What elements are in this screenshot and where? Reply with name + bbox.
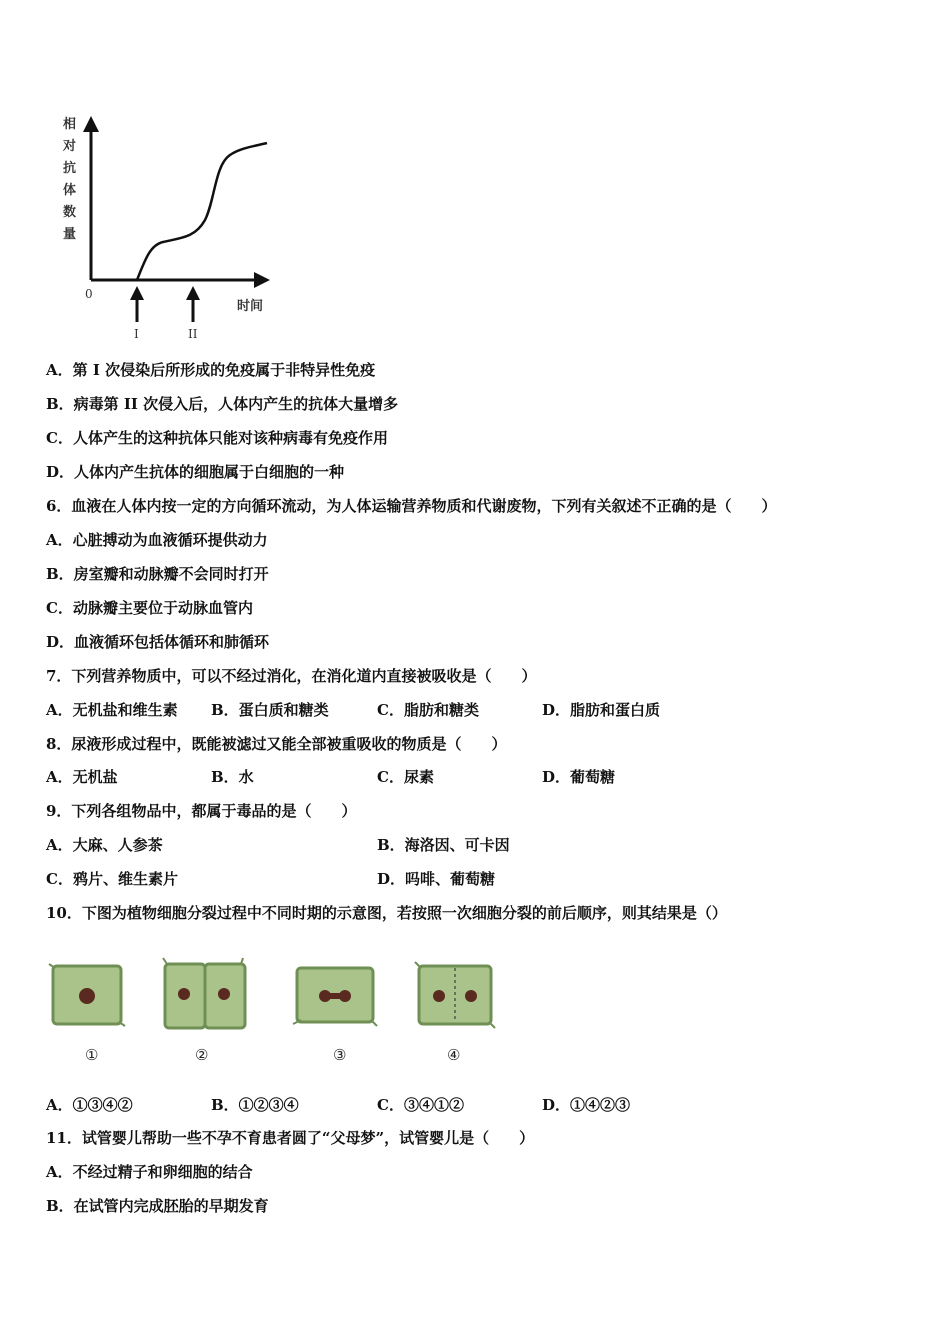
q6-option-d[interactable]: D．血液循环包括体循环和肺循环: [46, 633, 270, 651]
q8-option-c[interactable]: C．尿素: [377, 768, 434, 786]
q11-option-b[interactable]: B．在试管内完成胚胎的早期发育: [46, 1197, 269, 1215]
cell-division-figure: [45, 950, 515, 1070]
q6-option-c[interactable]: C．动脉瓣主要位于动脉血管内: [46, 599, 253, 617]
marker-2-arrow-head: [186, 286, 200, 300]
y-axis-arrow: [83, 116, 99, 132]
q9-option-b[interactable]: B．海洛因、可卡因: [377, 836, 510, 854]
q7-option-c[interactable]: C．脂肪和糖类: [377, 701, 479, 719]
cell-label-4: ④: [447, 1046, 461, 1064]
cell-4-nucleus-right: [465, 990, 477, 1002]
q7-option-d[interactable]: D．脂肪和蛋白质: [542, 701, 661, 719]
q8-option-a[interactable]: A．无机盐: [46, 768, 118, 786]
marker-1-label: I: [134, 327, 139, 340]
q5-option-a[interactable]: A．第 I 次侵染后所形成的免疫属于非特异性免疫: [46, 361, 376, 379]
cell-label-1: ①: [85, 1046, 99, 1064]
q6-stem: 6．血液在人体内按一定的方向循环流动，为人体运输营养物质和代谢废物，下列有关叙述不正确的是（ ）: [46, 497, 777, 515]
y-label-char: 对: [63, 139, 77, 154]
x-axis-arrow: [254, 272, 270, 288]
antibody-graph: [55, 110, 285, 340]
cell-1-nucleus: [79, 988, 95, 1004]
cell-1: [49, 964, 125, 1026]
y-label-char: 相: [63, 117, 77, 132]
q11-option-a[interactable]: A．不经过精子和卵细胞的结合: [46, 1163, 253, 1181]
q10-option-b[interactable]: B．①②③④: [211, 1096, 299, 1114]
q7-stem: 7．下列营养物质中，可以不经过消化，在消化道内直接被吸收是（ ）: [46, 667, 537, 685]
q7-option-a[interactable]: A．无机盐和维生素: [46, 701, 178, 719]
y-label-char: 抗: [63, 161, 77, 176]
antibody-curve: [137, 143, 267, 280]
cell-label-3: ③: [333, 1046, 347, 1064]
cell-4-nucleus-left: [433, 990, 445, 1002]
q8-option-d[interactable]: D．葡萄糖: [542, 768, 616, 786]
q11-stem: 11．试管婴儿帮助一些不孕不育患者圆了“父母梦”，试管婴儿是（ ）: [46, 1129, 535, 1147]
cell-2-nucleus-right: [218, 988, 230, 1000]
y-label-char: 数: [63, 205, 77, 220]
cell-4: [415, 962, 495, 1028]
q9-option-d[interactable]: D．吗啡、葡萄糖: [377, 870, 496, 888]
cell-2: [163, 958, 245, 1028]
q8-option-b[interactable]: B．水: [211, 768, 254, 786]
cell-2-nucleus-left: [178, 988, 190, 1000]
q5-option-b[interactable]: B．病毒第 II 次侵入后，人体内产生的抗体大量增多: [46, 395, 399, 413]
y-label-char: 量: [63, 227, 77, 242]
marker-2-label: II: [188, 327, 198, 340]
cell-label-2: ②: [195, 1046, 209, 1064]
origin-label: 0: [85, 287, 93, 301]
q7-option-b[interactable]: B．蛋白质和糖类: [211, 701, 329, 719]
q6-option-b[interactable]: B．房室瓣和动脉瓣不会同时打开: [46, 565, 269, 583]
q5-option-d[interactable]: D．人体内产生抗体的细胞属于白细胞的一种: [46, 463, 345, 481]
q9-option-a[interactable]: A．大麻、人参茶: [46, 836, 163, 854]
cell-3: [293, 968, 377, 1026]
q9-option-c[interactable]: C．鸦片、维生素片: [46, 870, 178, 888]
q8-stem: 8．尿液形成过程中，既能被滤过又能全部被重吸收的物质是（ ）: [46, 735, 507, 753]
q10-option-d[interactable]: D．①④②③: [542, 1096, 631, 1114]
cell-3-nucleus-right: [339, 990, 351, 1002]
q5-option-c[interactable]: C．人体产生的这种抗体只能对该种病毒有免疫作用: [46, 429, 388, 447]
q10-option-a[interactable]: A．①③④②: [46, 1096, 133, 1114]
x-axis-label: 时间: [237, 299, 264, 314]
q10-option-c[interactable]: C．③④①②: [377, 1096, 464, 1114]
marker-1-arrow-head: [130, 286, 144, 300]
q9-stem: 9．下列各组物品中，都属于毒品的是（ ）: [46, 802, 357, 820]
y-label-char: 体: [63, 183, 77, 198]
q6-option-a[interactable]: A．心脏搏动为血液循环提供动力: [46, 531, 268, 549]
q10-stem: 10．下图为植物细胞分裂过程中不同时期的示意图，若按照一次细胞分裂的前后顺序，则其结果是（）: [46, 904, 727, 922]
